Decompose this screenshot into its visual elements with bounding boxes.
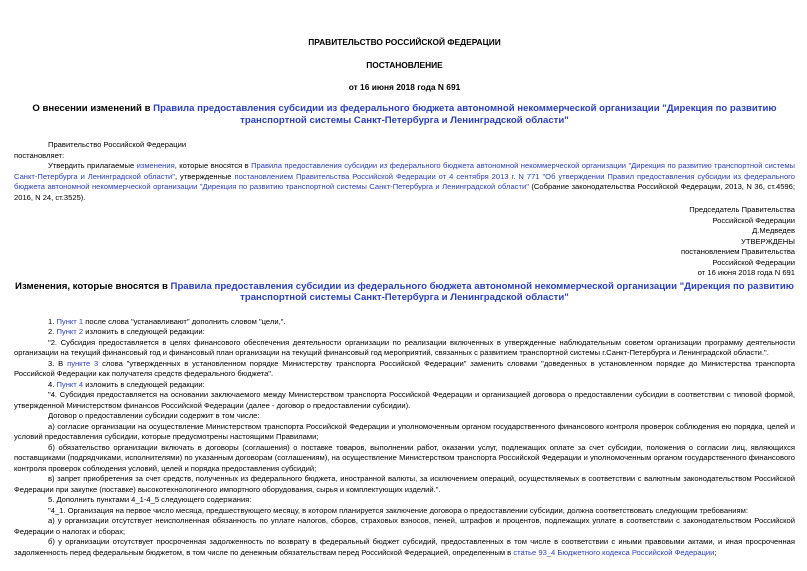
item-3-prefix: 3. В [48, 358, 68, 368]
document-title [14, 103, 795, 126]
government-heading: ПРАВИТЕЛЬСТВО РОССИЙСКОЙ ФЕДЕРАЦИИ [308, 37, 501, 47]
point-2-link[interactable]: Пункт 2 [56, 327, 84, 336]
document-date-number: от 16 июня 2018 года N 691 [348, 82, 461, 92]
changes-title [14, 281, 795, 304]
approved-country: Российской Федерации [712, 257, 795, 267]
approved-by: постановлением Правительства [680, 247, 795, 256]
item-4-text: изложить в следующей редакции: [83, 379, 205, 389]
item-2 [14, 327, 795, 338]
changes-title-rules-link[interactable]: Правила предоставления субсидии из федерального бюджета автономной некоммерческой организации "Дирекция по развитию транспортной системы Санкт-Петербурга и Ленинградской области" [170, 280, 794, 303]
preamble-paragraph [14, 161, 795, 203]
approved-date: от 16 июня 2018 года N 691 [697, 268, 795, 277]
item-4-a: а) согласие организации на осуществление Министерством транспорта Российской Федерации и уполномоченным органом государственного финансового контроля проверок соблюдения ею порядка, целей и условий предоставления субсидии, которые предусмотрены настоящими Правилами; [14, 421, 795, 441]
preamble-line: Правительство Российской Федерации [48, 140, 187, 149]
item-3-text: слова "утвержденных в установленном порядке Министерству транспорта Российской Федерации" заменить словами "доведенных в установленном порядке до Министерства транспорта Российской Федерации как получателя средств федерального бюджета". [14, 358, 795, 378]
document-type: ПОСТАНОВЛЕНИЕ [366, 60, 443, 70]
p1-text-b: , которые вносятся в [174, 161, 252, 170]
item-5: 5. Дополнить пунктами 4_1-4_5 следующего содержания: [48, 495, 252, 504]
point-1-link[interactable]: Пункт 1 [56, 316, 84, 326]
item-4-b: б) обязательство организации включать в договоры (соглашения) о поставке товаров, выполнении работ, оказании услуг, подлежащих оплате за счет субсидии, положения о согласии лиц, являющихся поставщиками (подрядчиками, исполнителями) по указанным договорам (соглашениям), на осуществление Министерством транспорта Российской Федерации и уполномоченным органом государственного финансового контроля проверок соблюдения условий, целей и порядка предоставления субсидий; [14, 442, 795, 473]
item-2-text: изложить в следующей редакции: [83, 327, 205, 336]
preamble-decree: постановляет: [14, 150, 65, 160]
signature-title: Председатель Правительства [689, 205, 795, 214]
rules-link[interactable]: Правила предоставления субсидии из федерального бюджета автономной некоммерческой организации "Дирекция по развитию транспортной системы Санкт-Петербурга и Ленинградской области" [14, 161, 795, 181]
item-5-b [14, 537, 795, 558]
item-4-c: в) запрет приобретения за счет средств, полученных из федерального бюджета, иностранной валюты, за исключением операций, осуществляемых в соответствии с валютным законодательством Российской Федерации при закупке (поставке) высокотехнологичного импортного оборудования, сырья и комплектующих изделий.". [14, 474, 795, 494]
item-2-prefix: 2. [48, 327, 57, 336]
resolution-771-link[interactable]: постановлением Правительства Российской Федерации от 4 сентября 2013 г. N 771 "Об утверждении Правил предоставления субсидии из федерального бюджета автономной некоммерческой организации "Дирекция по развитию транспортной системы Санкт-Петербурга и Ленинградской области" [14, 171, 795, 191]
point-3-link[interactable]: пункте 3 [67, 358, 99, 368]
item-4 [14, 380, 795, 391]
title-prefix: О внесении изменений в [32, 103, 154, 114]
title-rules-link[interactable]: Правила предоставления субсидии из федерального бюджета автономной некоммерческой организации "Дирекция по развитию транспортной системы Санкт-Петербурга и Ленинградской области" [153, 103, 777, 126]
item-3 [14, 359, 795, 380]
item-5-a: а) у организации отсутствует неисполненная обязанность по уплате налогов, сборов, страховых взносов, пеней, штрафов и процентов, подлежащих уплате в соответствии с законодательством Российской Федерации о налогах и сборах; [14, 516, 795, 536]
item-5-b-end: ; [714, 547, 717, 557]
budget-code-link[interactable]: статье 93_4 Бюджетного кодекса Российской Федерации [513, 547, 715, 557]
signature-name: Д.Медведев [752, 226, 795, 235]
signature-country: Российской Федерации [712, 215, 795, 225]
p1-text-d: (Собрание законодательства Российской Федерации, 2013, N 36, ст.4596; 2016, N 24, ст.3525). [14, 182, 795, 202]
item-4-prefix: 4. [48, 379, 57, 389]
item-1-text: после слова "устанавливают" дополнить словом "цели,". [83, 316, 286, 326]
item-1 [14, 317, 795, 328]
item-4-contract: Договор о предоставлении субсидии содержит в том числе: [48, 411, 260, 420]
changes-title-prefix: Изменения, которые вносятся в [15, 280, 171, 292]
item-5-quote: "4_1. Организация на первое число месяца, предшествующего месяцу, в котором планируется заключение договора о предоставлении субсидии, должна соответствовать следующим требованиям: [48, 505, 748, 515]
approved-label: УТВЕРЖДЕНЫ [741, 236, 795, 246]
item-4-quote: "4. Субсидия предоставляется на основании заключаемого между Министерством транспорта Российской Федерации и организацией договора о предоставлении субсидии в соответствии с типовой формой, утвержденной Министерством финансов Российской Федерации (далее - договор о предоставлении субсидии). [14, 390, 795, 410]
point-4-link[interactable]: Пункт 4 [56, 379, 84, 389]
p1-text-c: , утвержденные [174, 171, 235, 181]
item-2-quote: "2. Субсидия предоставляется в целях финансового обеспечения деятельности организации по реализации включенных в утвержденные наблюдательным советом организации программу деятельности организации на текущий финансовый год и финансовый план организации на текущий финансовый год мероприятий, связанных с развитием транспортной системы г.Санкт-Петербурга и Ленинградской области.". [14, 337, 795, 357]
item-1-prefix: 1. [48, 316, 57, 326]
changes-link[interactable]: изменения [136, 161, 175, 170]
p1-text-a: Утвердить прилагаемые [48, 161, 137, 170]
item-5-b-text: б) у организации отсутствует просроченная задолженность по возврату в федеральный бюджет субсидий, предоставленных в том числе в соответствии с иными правовыми актами, и иная просроченная задолженность перед федеральным бюджетом, в том числе по денежным обязательствам перед Российской Федерацией, определенным в [14, 537, 795, 557]
